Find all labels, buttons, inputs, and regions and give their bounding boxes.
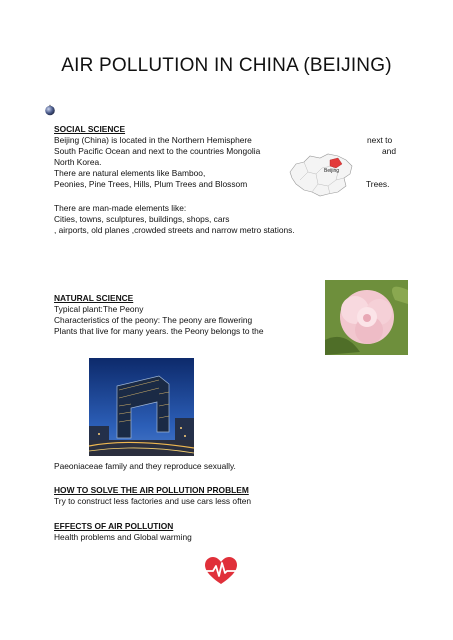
heartbeat-heart-icon [203,556,239,586]
social-science-heading: SOCIAL SCIENCE [54,124,126,134]
solve-heading: HOW TO SOLVE THE AIR POLLUTION PROBLEM [54,485,249,495]
page-title: AIR POLLUTION IN CHINA (BEIJING) [61,55,392,76]
natural-science-heading: NATURAL SCIENCE [54,293,134,303]
effects-heading: EFFECTS OF AIR POLLUTION [54,521,174,531]
natural-line-3: Plants that live for many years. the Peony belongs to the [54,326,264,336]
globe-bullet-icon [44,104,56,116]
peony-flower-image [325,280,408,355]
effects-line-1: Health problems and Global warming [54,532,192,542]
natural-line-4: Paeoniaceae family and they reproduce sexually. [54,461,236,471]
beijing-cctv-building-image [89,358,194,456]
china-map-image [286,150,358,200]
social-line-2b: and [382,146,396,156]
map-label: Beijing [324,168,340,174]
social-line-8: , airports, old planes ,crowded streets and narrow metro stations. [54,225,295,235]
social-line-1b: next to [367,135,393,145]
solve-line-1: Try to construct less factories and use cars less often [54,496,252,506]
social-line-5a: Peonies, Pine Trees, Hills, Plum Trees and Blossom [54,179,248,189]
social-line-4: There are natural elements like Bamboo, [54,168,206,178]
social-line-7: Cities, towns, sculptures, buildings, shops, cars [54,214,230,224]
natural-line-1: Typical plant:The Peony [54,304,144,314]
social-line-3: North Korea. [54,157,102,167]
social-line-1a: Beijing (China) is located in the Northern Hemisphere [54,135,252,145]
social-line-5b: Trees. [366,179,390,189]
natural-line-2: Characteristics of the peony: The peony are flowering [54,315,253,325]
social-line-2a: South Pacific Ocean and next to the countries Mongolia [54,146,261,156]
social-line-6: There are man-made elements like: [54,203,187,213]
